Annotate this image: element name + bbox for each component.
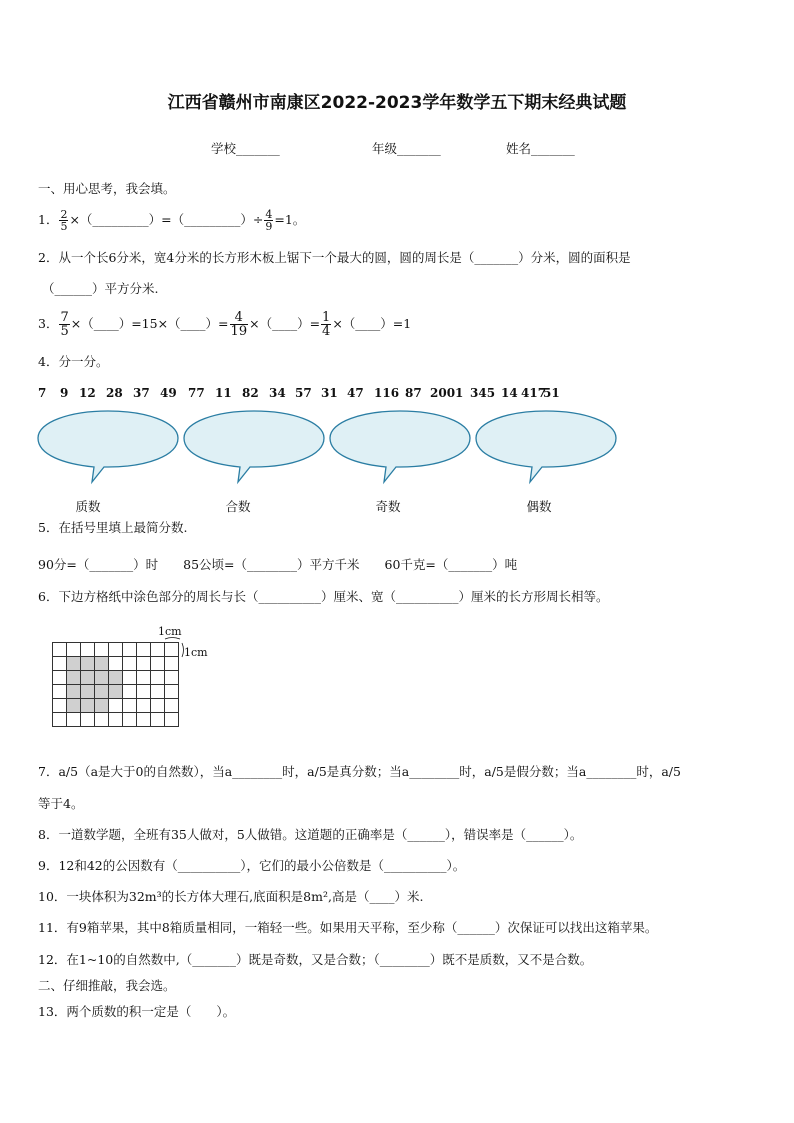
fraction: $\frac{2}{5}$: [60, 208, 68, 233]
number-item: 7: [38, 386, 47, 400]
question-5: 5．在括号里填上最简分数.: [38, 520, 188, 535]
shaded-cell: [109, 685, 123, 699]
shaded-cell: [81, 657, 95, 671]
number-item: 11: [215, 386, 232, 400]
shaded-cell: [81, 699, 95, 713]
section-two-heading: 二、仔细推敲，我会选。: [38, 978, 176, 993]
shaded-cell: [67, 685, 81, 699]
number-item: 12: [79, 386, 96, 400]
number-item: 417: [521, 386, 547, 400]
fraction: $\frac{1}{4}$: [322, 310, 331, 339]
number-item: 47: [347, 386, 364, 400]
question-4: 4．分一分。: [38, 354, 109, 369]
question-3: 3． $\frac{7}{5}$ ×（____）=15×（____）= $\frac{4}{19}$ ×（____）= $\frac{1}{4}$ ×（____）=1: [38, 310, 412, 339]
school-field[interactable]: 学校_______: [211, 141, 280, 156]
number-item: 77: [188, 386, 205, 400]
number-item: 49: [160, 386, 177, 400]
number-list: [38, 385, 561, 401]
label-prime: 质数: [75, 499, 101, 514]
question-1: 1． $\frac{2}{5}$ ×（_________）=（_________）÷ $\frac{4}{9}$ =1。: [38, 208, 306, 233]
page-title: 江西省赣州市南康区2022-2023学年数学五下期末经典试题: [167, 93, 627, 113]
number-item: 51: [543, 386, 560, 400]
number-item: 37: [133, 386, 150, 400]
number-item: 87: [405, 386, 422, 400]
number-item: 2001: [430, 386, 464, 400]
label-composite: 合数: [225, 499, 251, 514]
bubble-prime: [38, 411, 178, 482]
question-9: 9．12和42的公因数有（__________），它们的最小公倍数是（__________）。: [38, 858, 466, 873]
question-8: 8．一道数学题，全班有35人做对，5人做错。这道题的正确率是（______），错误率是（______）。: [38, 827, 583, 842]
label-odd: 奇数: [375, 499, 401, 514]
fraction: $\frac{7}{5}$: [60, 310, 69, 339]
grid-paper: [52, 642, 179, 727]
shaded-cell: [67, 699, 81, 713]
unit-label-top: 1cm: [158, 625, 182, 638]
shaded-cell: [95, 685, 109, 699]
bubble-composite: [184, 411, 324, 482]
fraction: $\frac{4}{19}$: [230, 310, 248, 339]
number-item: 345: [470, 386, 496, 400]
question-2-line-1: 2．从一个长6分米，宽4分米的长方形木板上锯下一个最大的圆，圆的周长是（_______）分米，圆的面积是: [38, 250, 631, 265]
number-item: 9: [60, 386, 69, 400]
question-7-line-2: 等于4。: [38, 796, 84, 811]
shaded-cell: [81, 685, 95, 699]
bubble-even: [476, 411, 616, 482]
name-field[interactable]: 姓名_______: [506, 141, 575, 156]
number-item: 34: [269, 386, 286, 400]
question-7-line-1: 7．a/5（a是大于0的自然数），当a________时，a/5是真分数；当a________时，a/5是假分数；当a________时，a/5: [38, 764, 681, 779]
grade-field[interactable]: 年级_______: [372, 141, 441, 156]
number-item: 28: [106, 386, 123, 400]
fraction: $\frac{4}{9}$: [265, 208, 273, 233]
number-item: 116: [374, 386, 400, 400]
question-11: 11．有9箱苹果，其中8箱质量相同，一箱轻一些。如果用天平称，至少称（______）次保证可以找出这箱苹果。: [38, 920, 658, 935]
number-item: 31: [321, 386, 338, 400]
question-6: 6．下边方格纸中涂色部分的周长与长（__________）厘米、宽（__________）厘米的长方形周长相等。: [38, 589, 609, 604]
label-even: 偶数: [526, 499, 552, 514]
shaded-cell: [67, 657, 81, 671]
number-item: 82: [242, 386, 259, 400]
question-5-conversions: 90分=（_______）时 85公顷=（________）平方千米 60千克=（_______）吨: [38, 557, 518, 572]
bubble-odd: [330, 411, 470, 482]
question-2-line-2: （______）平方分米.: [42, 281, 159, 296]
shaded-cell: [81, 671, 95, 685]
section-one-heading: 一、用心思考，我会填。: [38, 181, 176, 196]
shaded-cell: [109, 671, 123, 685]
question-12: 12．在1~10的自然数中,（_______）既是奇数，又是合数；（________）既不是质数，又不是合数。: [38, 952, 593, 967]
shaded-cell: [95, 657, 109, 671]
unit-label-side: 1cm: [184, 646, 208, 659]
number-item: 57: [295, 386, 312, 400]
shaded-cell: [95, 699, 109, 713]
number-item: 14: [501, 386, 518, 400]
question-13: 13．两个质数的积一定是（ ）。: [38, 1004, 236, 1019]
shaded-cell: [95, 671, 109, 685]
question-10: 10．一块体积为32m³的长方体大理石,底面积是8m²,高是（____）米.: [38, 889, 424, 904]
shaded-cell: [67, 671, 81, 685]
